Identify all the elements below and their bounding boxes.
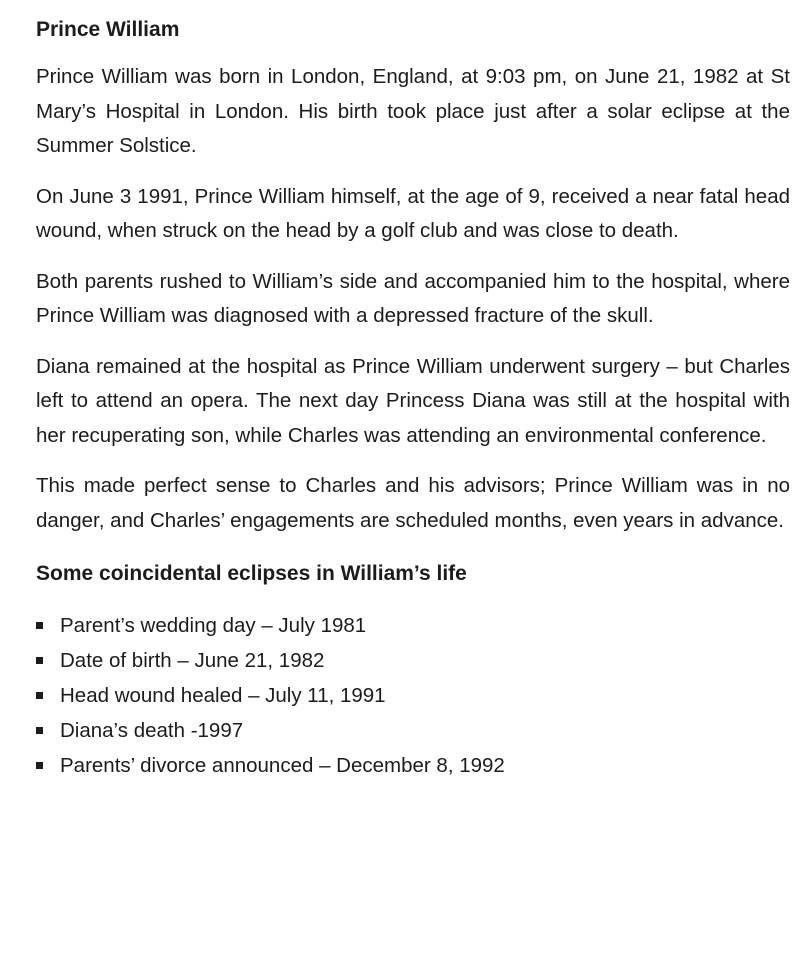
paragraph-head-wound: On June 3 1991, Prince William himself, at the age of 9, received a near fatal head wound, when struck on the head by a golf club and was close to death.	[36, 184, 790, 242]
square-bullet-icon	[36, 657, 43, 664]
list-item-text: Parent’s wedding day – July 1981	[60, 614, 367, 637]
list-item	[36, 748, 790, 783]
list-item-text: Diana’s death -1997	[60, 719, 244, 742]
list-item	[36, 643, 790, 678]
eclipse-list	[36, 608, 790, 783]
paragraph-parents-rushed: Both parents rushed to William’s side and accompanied him to the hospital, where Prince William was diagnosed with a depressed fracture of the skull.	[36, 269, 790, 327]
eclipses-subheading: Some coincidental eclipses in William’s life	[36, 562, 467, 585]
paragraph-surgery: Diana remained at the hospital as Prince William underwent surgery – but Charles left to attend an opera. The next day Princess Diana was still at the hospital with her recuperating son, while Charles was attending an environmental conference.	[36, 354, 790, 447]
list-item-text: Date of birth – June 21, 1982	[60, 649, 325, 672]
square-bullet-icon	[36, 762, 43, 769]
article-title: Prince William	[36, 18, 180, 41]
paragraph-birth: Prince William was born in London, England, at 9:03 pm, on June 21, 1982 at St Mary’s Hospital in London. His birth took place just after a solar eclipse at the Summer Solstice.	[36, 65, 790, 157]
list-item-text: Head wound healed – July 11, 1991	[60, 684, 386, 707]
paragraph-advisors: This made perfect sense to Charles and his advisors; Prince William was in no danger, and Charles’ engagements are scheduled months, even years in advance.	[36, 474, 790, 532]
list-item	[36, 608, 790, 643]
square-bullet-icon	[36, 692, 43, 699]
square-bullet-icon	[36, 622, 43, 629]
list-item	[36, 678, 790, 713]
square-bullet-icon	[36, 727, 43, 734]
list-item	[36, 713, 790, 748]
article-body	[36, 60, 790, 538]
list-item-text: Parents’ divorce announced – December 8, 1992	[60, 754, 505, 777]
